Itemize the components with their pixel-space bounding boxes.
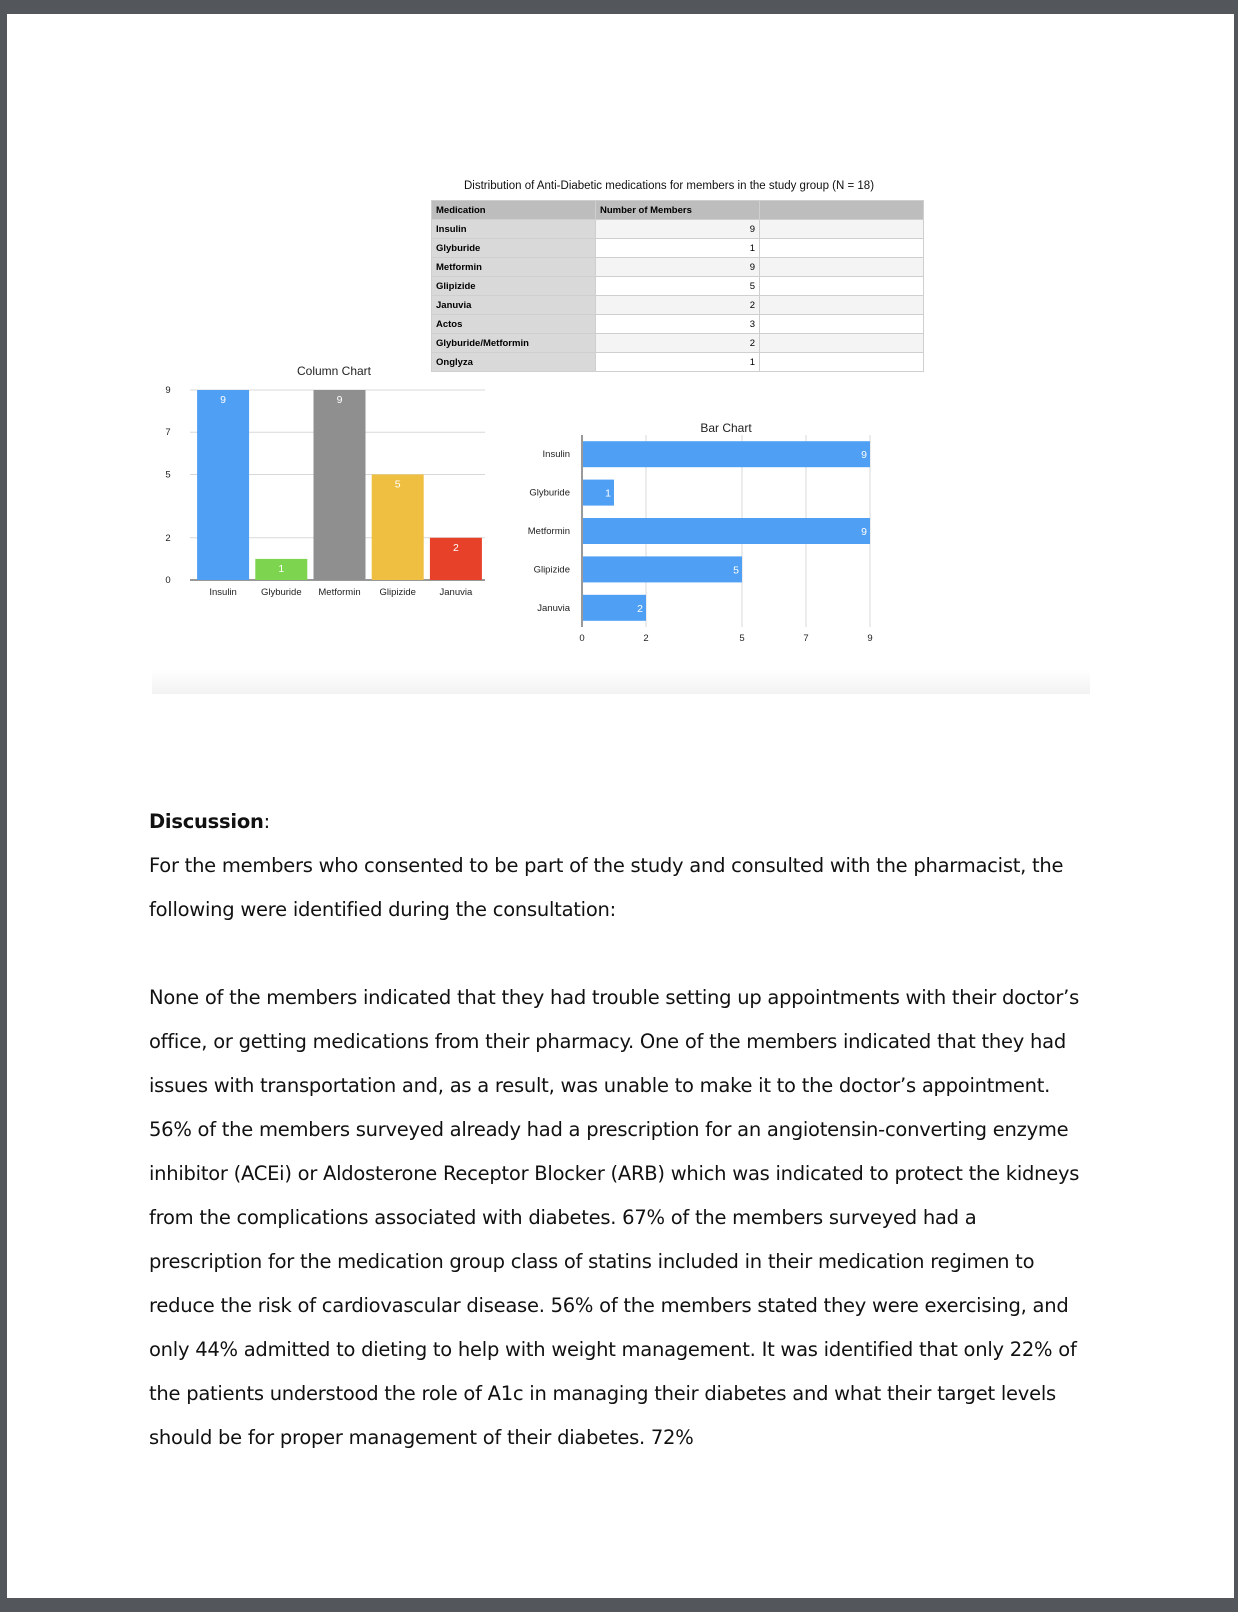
table-row (432, 353, 924, 372)
cell-medication: Actos (432, 315, 596, 334)
horizontal-bar (583, 441, 870, 467)
column-data-label: 9 (336, 394, 343, 406)
cell-members: 9 (596, 258, 760, 277)
table-row (432, 296, 924, 315)
y-tick-label: 2 (165, 532, 171, 544)
cell-blank (760, 315, 924, 334)
cell-medication: Insulin (432, 220, 596, 239)
table-header-row (432, 201, 924, 220)
x-tick-label: 7 (803, 633, 809, 644)
x-category-label: Glyburide (260, 587, 302, 598)
cell-members: 5 (596, 277, 760, 296)
bar-chart (505, 415, 925, 665)
cell-members: 2 (596, 296, 760, 315)
column-bar (197, 390, 249, 580)
y-category-label: Glyburide (529, 487, 570, 499)
cell-blank (760, 334, 924, 353)
table-row (432, 258, 924, 277)
table-title: Distribution of Anti-Diabetic medications for members in the study group (N = 18) (464, 180, 875, 192)
paragraph-findings: None of the members indicated that they had trouble setting up appointments with their doctor’s office, or getting medications from their pharmacy. One of the members indicated that they had issues with transportation and, as a result, was unable to make it to the doctor’s appointment. 56% of the members surveyed already had a prescription for an angiotensin-converting enzyme inhibitor (ACEi) or Aldosterone Receptor Blocker (ARB) which was indicated to protect the kidneys from the complications associated with diabetes. 67% of the members surveyed had a prescription for the medication group class of statins included in their medication regimen to reduce the risk of cardiovascular disease. 56% of the members stated they were exercising, and only 44% admitted to dieting to help with weight management. It was identified that only 22% of the patients understood the role of A1c in managing their diabetes and what their target levels should be for proper management of their diabetes. 72% (149, 986, 1080, 1449)
cell-blank (760, 239, 924, 258)
cell-medication: Glipizide (432, 277, 596, 296)
header-blank (760, 201, 924, 220)
cell-medication: Januvia (432, 296, 596, 315)
x-category-label: Metformin (318, 587, 361, 598)
x-tick-label: 5 (739, 633, 745, 644)
y-category-label: Januvia (537, 602, 570, 614)
column-data-label: 2 (452, 541, 459, 554)
horizontal-bar (583, 518, 870, 544)
table-row (432, 334, 924, 353)
y-category-label: Glipizide (533, 564, 570, 576)
x-tick-label: 2 (643, 633, 649, 644)
cell-medication: Onglyza (432, 353, 596, 372)
column-data-label: 9 (220, 394, 227, 406)
cell-members: 2 (596, 334, 760, 353)
table-row (432, 277, 924, 296)
horizontal-bar (583, 556, 742, 582)
cell-blank (760, 277, 924, 296)
bar-data-label: 5 (733, 564, 739, 577)
table-row (432, 315, 924, 334)
cell-members: 9 (596, 220, 760, 239)
y-category-label: Metformin (527, 526, 570, 537)
x-tick-label: 0 (579, 633, 585, 644)
x-tick-label: 9 (867, 633, 873, 644)
cell-blank (760, 258, 924, 277)
header-members: Number of Members (596, 201, 760, 220)
image-bottom-fade (152, 670, 1090, 694)
bar-data-label: 9 (861, 449, 867, 462)
bar-data-label: 2 (637, 602, 643, 615)
cell-blank (760, 353, 924, 372)
column-chart-title: Column Chart (296, 364, 372, 378)
bar-data-label: 9 (861, 526, 867, 538)
cell-members: 1 (596, 353, 760, 372)
paragraph-intro: For the members who consented to be part of the study and consulted with the pharmacist, the following were identified during the consultation: (149, 854, 1064, 921)
heading-text: Discussion (149, 810, 264, 833)
bar-chart-title: Bar Chart (700, 421, 752, 435)
x-category-label: Insulin (209, 587, 237, 598)
cell-medication: Glyburide (432, 239, 596, 258)
cell-members: 3 (596, 315, 760, 334)
table-row (432, 220, 924, 239)
x-category-label: Glipizide (379, 587, 416, 598)
discussion-heading (149, 800, 1094, 844)
medication-table (431, 200, 924, 372)
y-tick-label: 5 (165, 469, 171, 481)
y-tick-label: 0 (165, 575, 171, 586)
cell-medication: Metformin (432, 258, 596, 277)
column-data-label: 1 (278, 562, 285, 575)
y-tick-label: 9 (165, 385, 171, 396)
y-category-label: Insulin (542, 449, 570, 461)
column-bar (314, 390, 366, 580)
column-data-label: 5 (394, 478, 401, 491)
discussion-section (149, 800, 1094, 1460)
paragraph-spacer (149, 932, 1094, 976)
column-chart (150, 360, 490, 610)
table-row (432, 239, 924, 258)
bar-data-label: 1 (605, 487, 611, 500)
cell-medication: Glyburide/Metformin (432, 334, 596, 353)
cell-members: 1 (596, 239, 760, 258)
heading-colon: : (263, 810, 270, 833)
cell-blank (760, 296, 924, 315)
cell-blank (760, 220, 924, 239)
x-category-label: Januvia (439, 587, 473, 598)
y-tick-label: 7 (165, 427, 171, 439)
header-medication: Medication (432, 201, 596, 220)
